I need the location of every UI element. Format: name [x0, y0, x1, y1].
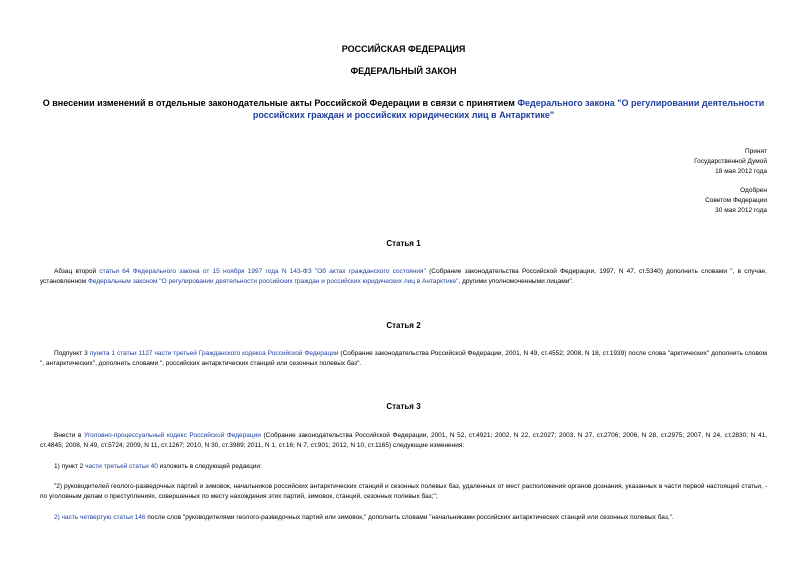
article-3-text-part1: Внести в [54, 432, 85, 439]
adoption-duma [694, 147, 767, 177]
law-title-link[interactable]: Федерального закона "О регулировании деятельности российских граждан и российских юридических лиц в Антарктике" [252, 98, 765, 120]
article-2-link-1[interactable]: пункта 1 статьи 1127 части третьей Гражданского кодекса Российской Федерации [89, 350, 339, 357]
article-3-text [40, 431, 767, 451]
article-3-text-part2: (Собрание законодательства Российской Федерации, 2001, N 52, ст.4921; 2002, N 22, ст.2027; 2003, N 27, ст.2706; 2006, N 28, ст.2975; 2007, N 24, ст.2830; N 41, ст.4845; 2008, N 49, ст.5724; 2009, N 11, ст.1267; 2010, N 30, ст.3989; 2011, N 1, ст.16; N 7, ст.901; 2012, N 10, ст.1165) следующие изменения: [40, 432, 768, 449]
article-3-item-2 [40, 513, 767, 523]
article-3-item-1-part2: изложить в следующей редакции: [157, 463, 262, 470]
article-1-text-part1: Абзац второй [54, 268, 100, 275]
adoption-council [705, 186, 767, 216]
article-3-item-2-link[interactable]: часть четвертую статьи 146 [61, 514, 146, 521]
adoption-council-date: 30 мая 2012 года [715, 207, 767, 214]
adoption-council-line1: Одобрен [740, 187, 767, 194]
article-3-item-2-number[interactable]: 2) [54, 514, 62, 521]
article-3-item-1-link[interactable]: части третьей статьи 40 [85, 463, 158, 470]
article-1-text-part2: (Собрание законодательства Российской Федерации, 1997, N 47, ст.5340) дополнить словами ", в случае, установленном [40, 268, 767, 285]
article-2-heading: Статья 2 [386, 321, 421, 330]
article-3-item-2-text: после слов "руководителями геолого-разведочных партий или зимовок," дополнить словами "начальниками российских антарктических станций или сезонных полевых баз,". [145, 514, 674, 521]
article-1-link-2[interactable]: Федеральным законом "О регулировании деятельности российских граждан и российских юридических лиц в Антарктике" [87, 278, 459, 285]
adoption-duma-line2: Государственной Думой [694, 158, 767, 165]
header-law-type: ФЕДЕРАЛЬНЫЙ ЗАКОН [350, 66, 457, 76]
article-3-heading: Статья 3 [386, 402, 421, 411]
article-3-item-1-part1: 1) пункт 2 [54, 463, 86, 470]
law-title-text: О внесении изменений в отдельные законодательные акты Российской Федерации в связи с принятием [42, 98, 518, 108]
article-1-link-1[interactable]: статьи 64 Федерального закона от 15 ноября 1997 года N 143-ФЗ "Об актах гражданского состояния" [99, 268, 426, 275]
adoption-council-line2: Советом Федерации [705, 197, 767, 204]
article-3-link-1[interactable]: Уголовно-процессуальный кодекс Российской Федерации [84, 432, 261, 439]
article-1-text [40, 267, 767, 287]
adoption-duma-line1: Принят [744, 148, 767, 155]
article-1-heading: Статья 1 [386, 239, 421, 248]
article-1-text-part3: , другими уполномоченными лицами". [458, 278, 574, 285]
article-3-item-1 [40, 462, 767, 472]
article-2-text-part2: (Собрание законодательства Российской Федерации, 2001, N 49, ст.4552; 2008, N 18, ст.1939) после слова "арктических" дополнить словом ", антарктических", дополнить словами ", российских антарктических станций или сезонных полевых баз". [40, 350, 767, 367]
article-3-quote: "2) руководителей геолого-разведочных партий и зимовок, начальников российских антарктических станций и сезонных полевых баз, удаленных от мест расположения органов дознания, указанных в части первой настоящей статьи, - по уголовным делам о преступлениях, совершенных по месту нахождения этих партий, зимовок, станций, сезонных полевых баз;"; [40, 483, 767, 500]
adoption-duma-date: 18 мая 2012 года [715, 168, 767, 175]
law-title [40, 97, 767, 121]
article-2-text [40, 349, 767, 369]
article-2-text-part1: Подпункт 3 [54, 350, 90, 357]
header-country: РОССИЙСКАЯ ФЕДЕРАЦИЯ [341, 44, 466, 54]
